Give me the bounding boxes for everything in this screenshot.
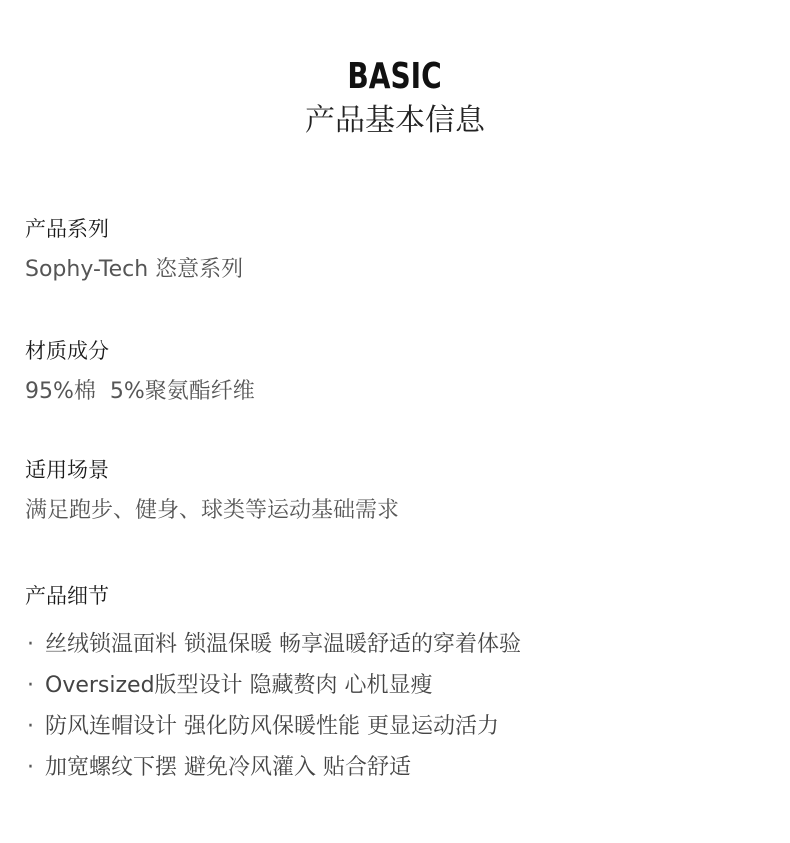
bullet-icon: ·	[27, 755, 34, 780]
bullet-icon: ·	[27, 673, 34, 698]
section-details	[25, 582, 765, 788]
bullet-icon: ·	[27, 714, 34, 739]
detail-text: 丝绒锁温面料 锁温保暖 畅享温暖舒适的穿着体验	[45, 632, 521, 657]
series-label: 产品系列	[25, 217, 109, 241]
page-title: BASIC	[347, 56, 443, 97]
section-series	[25, 215, 765, 285]
detail-text: 加宽螺纹下摆 避免冷风灌入 贴合舒适	[45, 755, 411, 780]
list-item	[25, 747, 765, 788]
scenario-label: 适用场景	[25, 458, 109, 482]
section-scenario	[25, 456, 765, 526]
bullet-icon: ·	[27, 632, 34, 657]
series-value: Sophy-Tech 恣意系列	[25, 257, 244, 282]
list-item	[25, 624, 765, 665]
details-label: 产品细节	[25, 584, 109, 608]
section-material	[25, 337, 765, 407]
page-header	[0, 55, 790, 141]
material-label: 材质成分	[25, 339, 109, 363]
list-item	[25, 706, 765, 747]
material-value: 95%棉 5%聚氨酯纤维	[25, 379, 255, 404]
detail-text: 防风连帽设计 强化防风保暖性能 更显运动活力	[45, 714, 499, 739]
list-item	[25, 665, 765, 706]
page-subtitle: 产品基本信息	[305, 103, 485, 138]
details-list	[25, 624, 765, 788]
detail-text: Oversized版型设计 隐藏赘肉 心机显瘦	[45, 673, 433, 698]
scenario-value: 满足跑步、健身、球类等运动基础需求	[25, 498, 400, 523]
